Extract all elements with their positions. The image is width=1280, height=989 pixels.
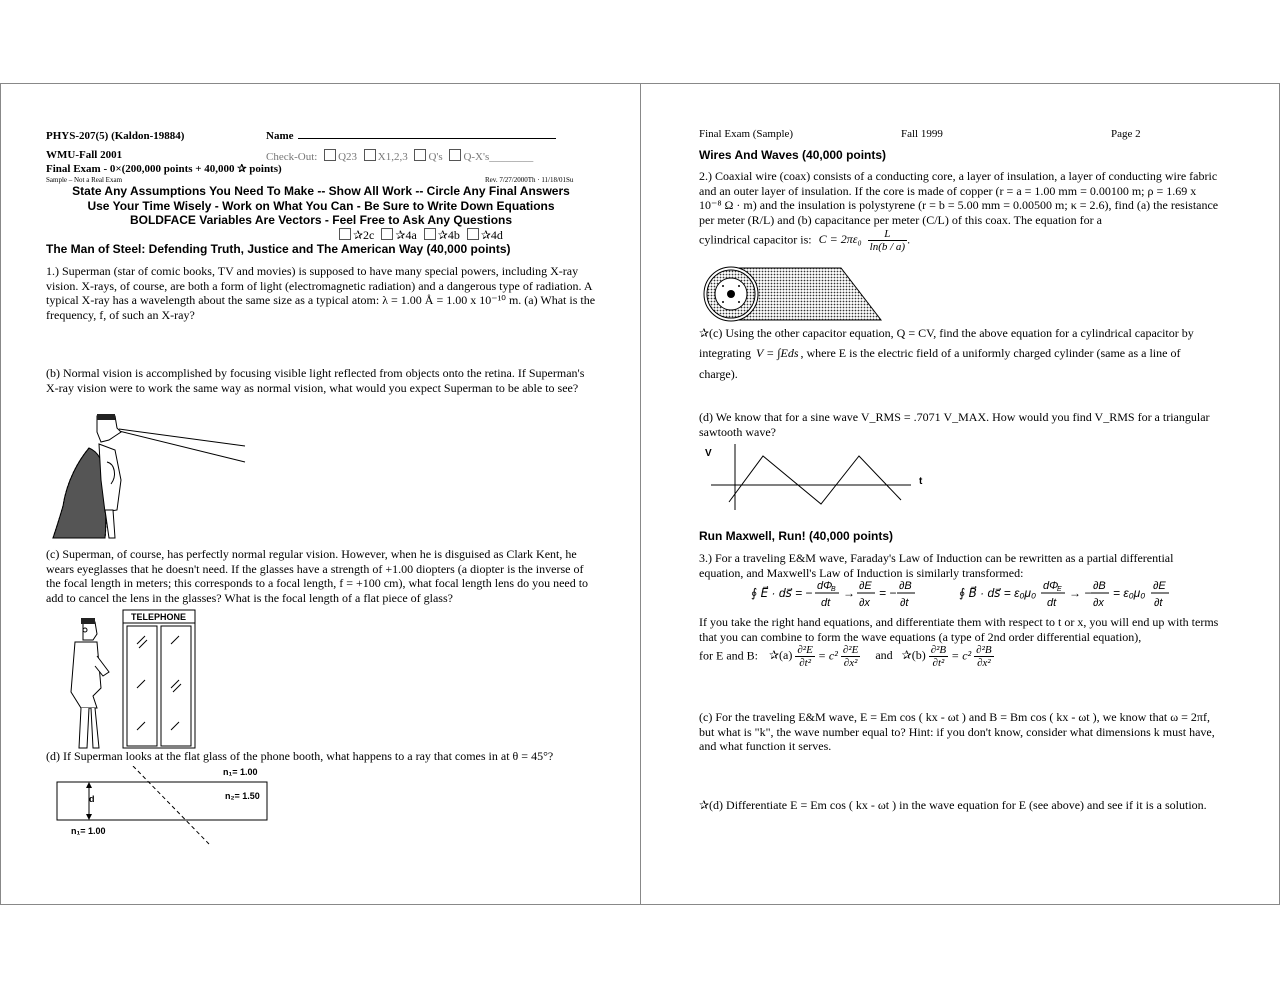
t-axis-label: t: [919, 476, 923, 487]
question-2: 2.) Coaxial wire (coax) consists of a conducting core, a layer of insulation, a layer of conducting wire fabric and an outer layer of insulation. If the core is made of copper (r = a = 1.00 mm = 0.00100 m; ρ = 1.69 x 10⁻⁸ Ω · m) and the insulation is polystyrene (r = b = 5.00 mm = 0.00500 m; κ = 2.6), find (a) the resistance per meter (R/L) and (b) capacitance per meter (C/L) of this coax. The equation for a: [699, 169, 1219, 227]
sample-note: Sample – Not a Real Exam: [46, 176, 123, 184]
faraday-maxwell-equations: [751, 578, 1171, 614]
wave-eq-b-label: ✰(b): [901, 648, 926, 663]
star-options: [339, 228, 503, 243]
q2c-text: integrating: [699, 346, 751, 360]
question-1a: 1.) Superman (star of comic books, TV and movies) is supposed to have many special powers, including X-ray vision. X-rays, of course, are both a form of light (electromagnetic radiation) and a dangerous type of radiation. A typical X-ray has a wavelength about the same size as a typical atom: λ = 1.00 Å = 1.00 x 10⁻¹⁰ m. (a) What is the frequency, f, of such an X-ray?: [46, 264, 596, 322]
course-id: PHYS-207(5) (Kaldon-19884): [46, 130, 185, 142]
star-option-label: ✰2c: [353, 228, 375, 242]
svg-text:→ −: → −: [1069, 586, 1092, 600]
v-axis-label: V: [705, 448, 712, 459]
svg-text:dΦ: dΦ: [817, 580, 833, 592]
checkout-checkbox[interactable]: [449, 149, 461, 161]
wave-eq-a-label: ✰(a): [769, 648, 793, 663]
question-1c: (c) Superman, of course, has perfectly normal regular vision. However, when he is disguised as Clark Kent, he wears eyeglasses that he doesn't need. If the glasses have a strength of +1.00 diopters (a diopter is the inverse of the focal length in meters; this corresponds to a focal length, f = +100 cm), what focal length lens do you need to add to cancel the lens in the glasses? What is the focal length of a flat piece of glass?: [46, 547, 589, 605]
checkout-checkbox[interactable]: [364, 149, 376, 161]
svg-text:= ε₀μ₀: = ε₀μ₀: [1113, 586, 1146, 600]
checkout-label: Check-Out:: [266, 151, 318, 163]
checkout-checkbox[interactable]: [414, 149, 426, 161]
question-3c: (c) For the traveling E&M wave, E = Em cos ( kx - ωt ) and B = Bm cos ( kx - ωt ), we know that ω = 2πf, but what is "k", the wave number equal to? Hint: if you don't know, consider what dimensions k must have, and what function it serves.: [699, 710, 1215, 754]
question-2c-line1: ✰(c) Using the other capacitor equation, Q = CV, find the above equation for a cylindrical capacitor by: [699, 326, 1194, 340]
question-1b: (b) Normal vision is accomplished by focusing visible light reflected from objects onto the retina. If Superman's X-ray vision were to work the same way as normal vision, what would you expect Superman to be able to see?: [46, 366, 585, 395]
checkout-checkbox[interactable]: [324, 149, 336, 161]
equation-prefix: cylindrical capacitor is:: [699, 232, 812, 247]
faraday-equation: [751, 580, 915, 609]
star-checkbox[interactable]: [381, 228, 393, 240]
instruction-line: BOLDFACE Variables Are Vectors - Feel Free to Ask Any Questions: [129, 213, 513, 227]
section-wires: Wires And Waves (40,000 points): [699, 148, 887, 162]
question-3: 3.) For a traveling E&M wave, Faraday's Law of Induction can be rewritten as a partial differential equation, and Maxwell's Law of Induction is similarly transformed:: [699, 551, 1174, 580]
coax-cable-illustration: [701, 264, 921, 324]
instruction-line: State Any Assumptions You Need To Make -- Show All Work -- Circle Any Final Answers: [72, 184, 570, 198]
checkout-item: X1,2,3: [377, 151, 408, 163]
page-number: Page 2: [1111, 128, 1141, 140]
exam-line: Final Exam - 0×(200,000 points + 40,000 ✰ points): [46, 163, 282, 175]
svg-text:∂t: ∂t: [1154, 597, 1163, 609]
section-maxwell: Run Maxwell, Run! (40,000 points): [699, 529, 894, 543]
svg-text:∂x: ∂x: [1093, 597, 1104, 609]
and-text: and: [875, 648, 893, 663]
question-3d: ✰(d) Differentiate E = Em cos ( kx - ωt ) in the wave equation for E (see above) and see if it is a solution.: [699, 798, 1207, 812]
rev-note: Rev. 7/27/2000Th · 11/18/01Su: [485, 176, 574, 184]
checkout-item: Q's: [428, 151, 443, 163]
question-3-text: If you take the right hand equations, and differentiate them with respect to t or x, you will end up with terms that you can combine to form the wave equations (a type of 2nd order differential equation),: [699, 615, 1219, 644]
section-title: The Man of Steel: Defending Truth, Justice and The American Way (40,000 points): [46, 242, 511, 256]
wave-equations: for E and B: ✰(a) $\frac{\text{∂²E}}{\text{∂t²}}$ = c² $\frac{\text{∂²E}}{\text{∂x²}}$ and ✰(b) $\frac{\text{∂²B}}{\text{∂t²}}$ = c² $\frac{\text{∂²B}}{\text{∂x²}}$: [699, 644, 992, 669]
svg-text:∂x: ∂x: [859, 597, 870, 609]
star-checkbox[interactable]: [424, 228, 436, 240]
svg-text:∮ E⃗ · ds⃗ = −: ∮ E⃗ · ds⃗ = −: [751, 586, 813, 600]
svg-text:∂t: ∂t: [900, 597, 909, 609]
n-glass-label: n₂= 1.50: [225, 791, 260, 801]
superman-xray-illustration: [49, 410, 249, 545]
checkout-row: [266, 149, 533, 163]
svg-text:dt: dt: [821, 597, 831, 609]
equation-lhs: C = 2πε₀: [818, 232, 862, 247]
q2c-text: , where E is the electric field of a uniformly charged cylinder (same as a line of: [800, 346, 1181, 360]
svg-text:E: E: [1057, 586, 1062, 593]
maxwell-equation: [959, 580, 1169, 609]
star-checkbox[interactable]: [467, 228, 479, 240]
checkout-item: Q-X's________: [463, 151, 534, 163]
checkout-item: Q23: [338, 151, 358, 163]
for-e-and-b: for E and B:: [699, 648, 758, 663]
term: WMU-Fall 2001: [46, 149, 123, 161]
left-page: [0, 83, 641, 905]
phone-booth-illustration: [61, 608, 201, 750]
n-top-label: n₁= 1.00: [223, 767, 258, 777]
svg-text:dΦ: dΦ: [1043, 580, 1059, 592]
svg-text:∮ B⃗ · ds⃗ = ε₀μ₀: ∮ B⃗ · ds⃗ = ε₀μ₀: [959, 586, 1037, 600]
question-2c-line2: [699, 346, 1180, 361]
thickness-label: d: [89, 794, 95, 804]
star-checkbox[interactable]: [339, 228, 351, 240]
sawtooth-wave-graph: [701, 442, 931, 512]
star-option-label: ✰4d: [480, 228, 503, 242]
instruction-line: Use Your Time Wisely - Work on What You Can - Be Sure to Write Down Equations: [87, 199, 555, 213]
name-field[interactable]: [266, 130, 556, 142]
q2c-integral: V = ∫Eds: [755, 346, 799, 360]
equation-fraction: [868, 228, 907, 253]
svg-text:B: B: [831, 586, 836, 593]
svg-text:dt: dt: [1047, 597, 1057, 609]
question-2c-line3: charge).: [699, 367, 738, 381]
svg-text:∂B: ∂B: [1093, 580, 1106, 592]
n-bottom-label: n₁= 1.00: [71, 826, 106, 836]
header-left: Final Exam (Sample): [699, 128, 794, 140]
svg-text:∂E: ∂E: [859, 580, 872, 592]
star-option-label: ✰4b: [437, 228, 460, 242]
equation-denominator: ln(b / a): [869, 241, 906, 253]
question-2d: (d) We know that for a sine wave V_RMS = .7071 V_MAX. How would you find V_RMS for a triangular sawtooth wave?: [699, 410, 1210, 439]
svg-text:∂E: ∂E: [1153, 580, 1166, 592]
svg-text:→: →: [843, 586, 855, 600]
svg-text:∂B: ∂B: [899, 580, 912, 592]
right-page: [640, 83, 1280, 905]
glass-slab-diagram: [51, 766, 281, 846]
question-1d: (d) If Superman looks at the flat glass of the phone booth, what happens to a ray that comes in at θ = 45°?: [46, 749, 554, 763]
star-option-label: ✰4a: [395, 228, 417, 242]
capacitor-equation: cylindrical capacitor is: C = 2πε₀ $\frac{L}{\ln(b / a)}$ .: [699, 228, 911, 253]
header-mid: Fall 1999: [901, 128, 943, 140]
telephone-sign: TELEPHONE: [131, 612, 187, 622]
name-label: Name: [266, 130, 294, 142]
equation-numerator: L: [868, 228, 907, 241]
svg-text:= −: = −: [879, 586, 897, 600]
